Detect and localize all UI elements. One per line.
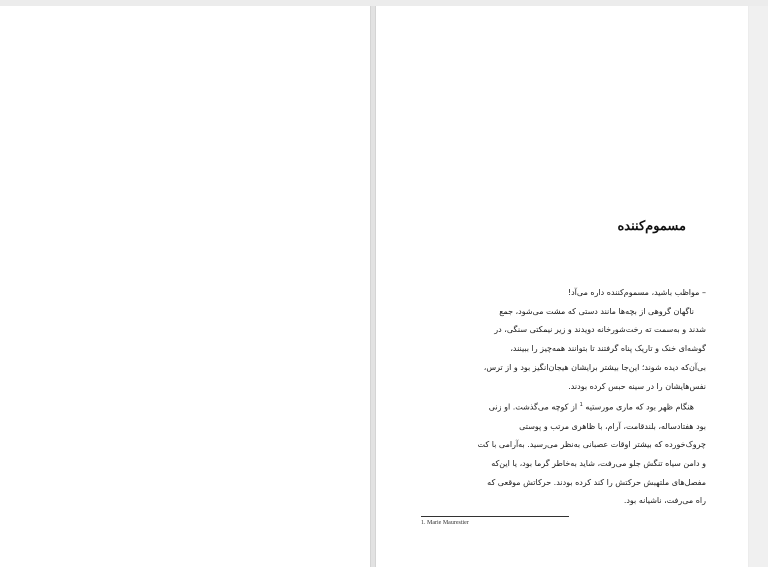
footnote-marker[interactable]: 1 xyxy=(579,402,583,409)
paragraph-line: مفصل‌های ملتهبش حرکتش را کند کرده بودند. حرکاتش موقعی که xyxy=(487,477,706,487)
footnote-divider xyxy=(421,516,569,517)
paragraph-line: راه می‌رفت، ناشیانه بود. xyxy=(623,496,706,506)
paragraph-line: نفس‌هایشان را در سینه حبس کرده بودند. xyxy=(568,381,706,391)
paragraph-line: بود هفتادساله، بلندقامت، آرام، با ظاهری مرتب و پوستی xyxy=(519,421,706,431)
paragraph-line xyxy=(421,396,706,417)
paragraph-line: گوشه‌ای خنک و تاریک پناه گرفتند تا بتوانند همه‌چیز را ببینند، xyxy=(510,344,706,354)
body-text xyxy=(421,284,706,511)
paragraph-line: شدند و به‌سمت ته رخت‌شورخانه دویدند و زیر نیمکتی سنگی، در xyxy=(494,325,706,335)
paragraph-line: بی‌آن‌که دیده شوند؛ این‌جا بیشتر برایشان هیجان‌انگیز بود و از ترس، xyxy=(483,362,706,372)
paragraph-line: ناگهان گروهی از بچه‌ها مانند دستی که مشت می‌شود، جمع xyxy=(499,306,694,316)
paragraph-line: و دامن سیاه تنگش جلو می‌رفت، شاید به‌خاطر گرما بود، یا این‌که xyxy=(491,458,706,468)
right-page xyxy=(375,6,748,567)
scrollbar-track[interactable] xyxy=(749,6,768,567)
left-page xyxy=(0,6,371,567)
line-text: از کوچه می‌گذشت. او زنی xyxy=(488,402,580,412)
line-text: هنگام ظهر بود که ماری مورستیه xyxy=(582,402,694,412)
dialogue-line: – مواظب باشید، مسموم‌کننده داره می‌آد! xyxy=(567,288,706,297)
paragraph-line: چروک‌خورده که بیشتر اوقات عصبانی به‌نظر می‌رسید. به‌آرامی با کت xyxy=(477,440,706,450)
chapter-title: مسموم‌کننده xyxy=(617,219,686,234)
footnote: 1. Marie Maurestier xyxy=(421,520,469,526)
